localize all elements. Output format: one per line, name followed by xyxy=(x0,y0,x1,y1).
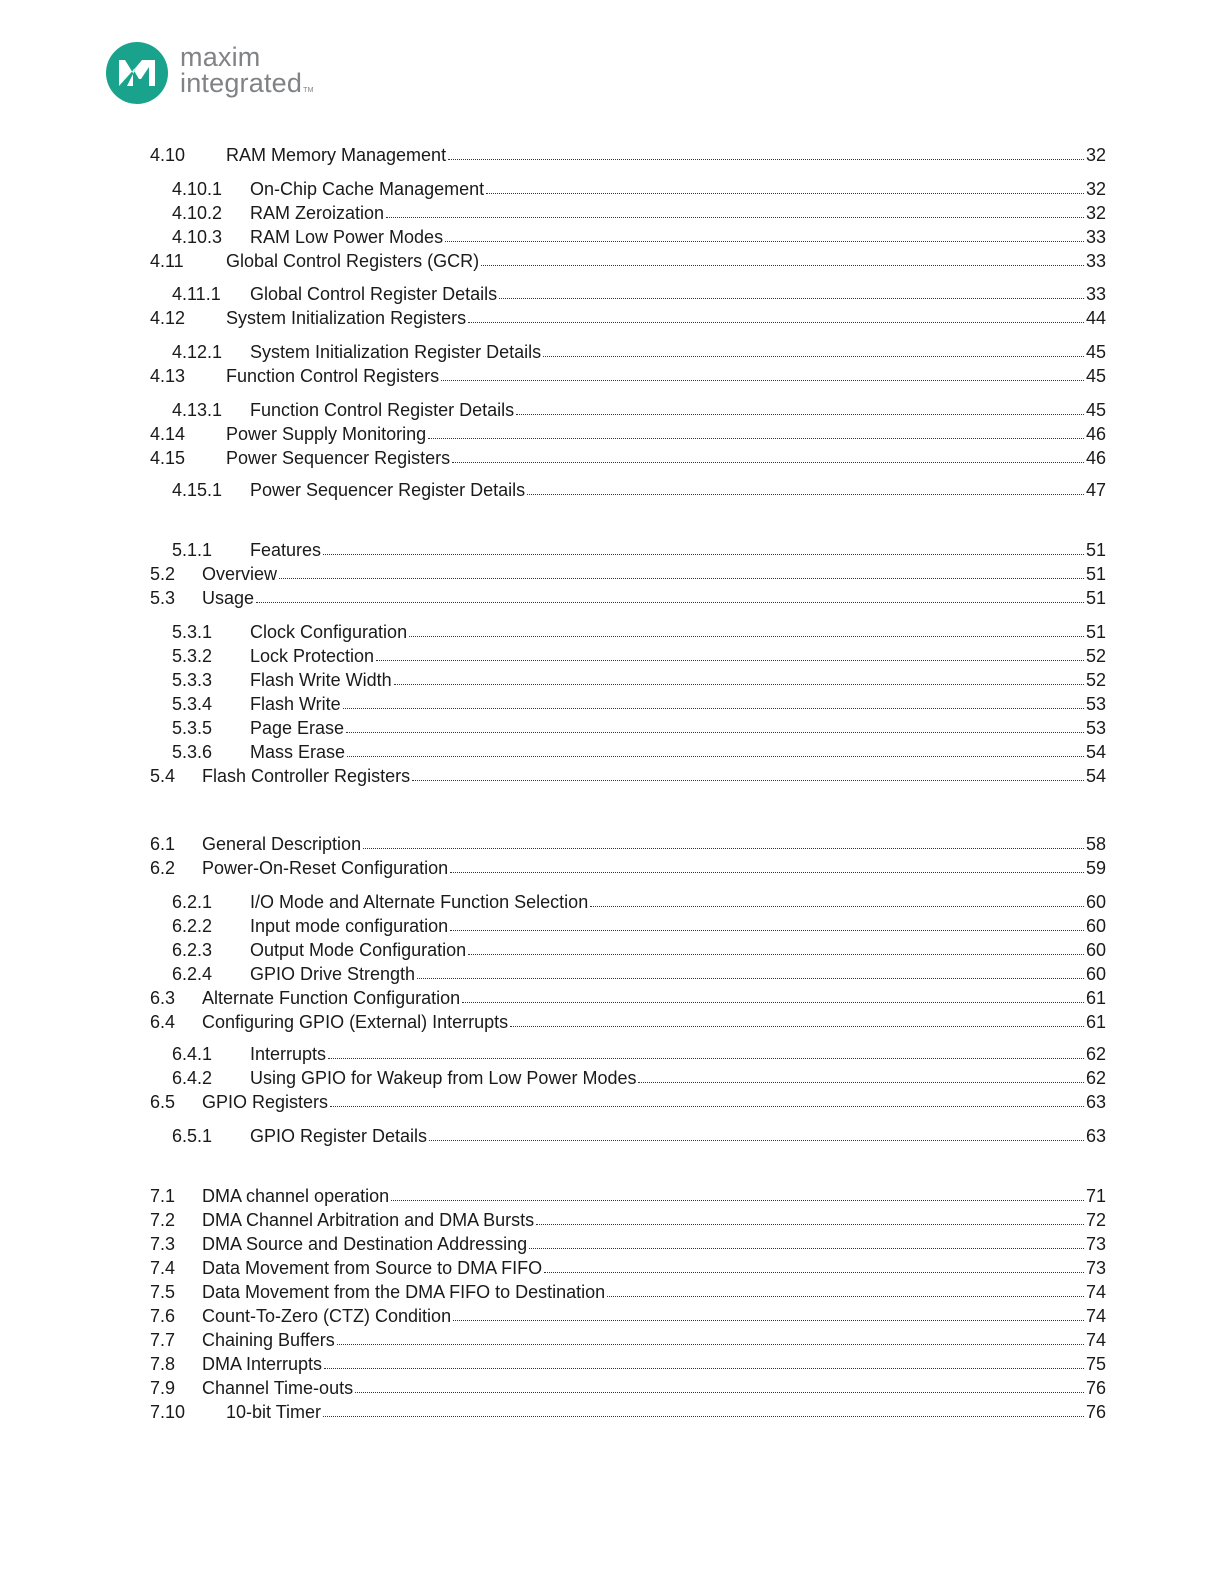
dot-leader xyxy=(499,297,1084,299)
dot-leader xyxy=(323,553,1084,555)
dot-leader xyxy=(536,1223,1084,1225)
toc-page-number: 52 xyxy=(1085,646,1106,666)
toc-section-title: RAM Low Power Modes xyxy=(250,227,444,247)
toc-page-number: 46 xyxy=(1085,424,1106,444)
toc-section-number: 4.10.3 xyxy=(172,227,223,247)
toc-section-number: 6.2 xyxy=(150,858,176,878)
toc-section-title: RAM Memory Management xyxy=(226,145,447,165)
toc-page-number: 72 xyxy=(1085,1210,1106,1230)
dot-leader xyxy=(638,1081,1083,1083)
toc-entry[interactable] xyxy=(172,398,1106,422)
toc-section-number: 7.7 xyxy=(150,1330,176,1350)
toc-entry[interactable] xyxy=(150,1304,1106,1328)
toc-section-title: Power-On-Reset Configuration xyxy=(202,858,449,878)
dot-leader xyxy=(453,1319,1084,1321)
toc-section-title: Chaining Buffers xyxy=(202,1330,335,1350)
toc-entry[interactable] xyxy=(172,177,1106,201)
toc-entry[interactable] xyxy=(172,225,1106,249)
toc-page-number: 45 xyxy=(1085,366,1106,386)
toc-section-number: 5.4 xyxy=(150,766,176,786)
dot-leader xyxy=(543,355,1084,357)
toc-section-title: Flash Write xyxy=(250,694,341,714)
toc-section-number: 7.3 xyxy=(150,1234,176,1254)
toc-entry[interactable] xyxy=(150,1376,1106,1400)
dot-leader xyxy=(486,192,1084,194)
toc-section-title: Count-To-Zero (CTZ) Condition xyxy=(202,1306,452,1326)
toc-page-number: 52 xyxy=(1085,670,1106,690)
toc-page-number: 32 xyxy=(1085,203,1106,223)
toc-page-number: 44 xyxy=(1085,308,1106,328)
toc-entry[interactable] xyxy=(172,1042,1106,1066)
toc-page-number: 76 xyxy=(1085,1378,1106,1398)
toc-section-number: 6.3 xyxy=(150,988,176,1008)
toc-entry[interactable] xyxy=(172,740,1106,764)
toc-section-title: Global Control Registers (GCR) xyxy=(226,251,480,271)
toc-page-number: 51 xyxy=(1085,588,1106,608)
toc-section-number: 5.3.1 xyxy=(172,622,213,642)
toc-section-number: 6.1 xyxy=(150,834,176,854)
dot-leader xyxy=(544,1271,1084,1273)
toc-entry[interactable] xyxy=(150,1280,1106,1304)
toc-section-title: Flash Write Width xyxy=(250,670,392,690)
toc-section-title: GPIO Drive Strength xyxy=(250,964,416,984)
toc-page-number: 63 xyxy=(1085,1092,1106,1112)
toc-section-title: Function Control Register Details xyxy=(250,400,515,420)
toc-page-number: 32 xyxy=(1085,179,1106,199)
dot-leader xyxy=(412,779,1084,781)
toc-section-title: General Description xyxy=(202,834,362,854)
toc-page-number: 62 xyxy=(1085,1068,1106,1088)
toc-section-title: I/O Mode and Alternate Function Selection xyxy=(250,892,589,912)
toc-section-title: On-Chip Cache Management xyxy=(250,179,485,199)
toc-entry[interactable] xyxy=(150,422,1106,446)
toc-page-number: 75 xyxy=(1085,1354,1106,1374)
toc-section-number: 4.14 xyxy=(150,424,186,444)
toc-entry[interactable] xyxy=(150,1256,1106,1280)
toc-page-number: 60 xyxy=(1085,964,1106,984)
toc-entry[interactable] xyxy=(150,364,1106,388)
toc-section-number: 4.12 xyxy=(150,308,186,328)
dot-leader xyxy=(279,577,1084,579)
dot-leader xyxy=(527,493,1084,495)
toc-section-title: DMA channel operation xyxy=(202,1186,390,1206)
toc-entry[interactable] xyxy=(150,586,1106,610)
toc-section-title: Overview xyxy=(202,564,278,584)
toc-section-number: 4.11.1 xyxy=(172,284,221,304)
toc-section-title: Flash Controller Registers xyxy=(202,766,411,786)
toc-section-number: 4.11 xyxy=(150,251,184,271)
dot-leader xyxy=(468,321,1084,323)
toc-page-number: 47 xyxy=(1085,480,1106,500)
toc-page-number: 54 xyxy=(1085,766,1106,786)
toc-section-title: RAM Zeroization xyxy=(250,203,385,223)
dot-leader xyxy=(386,216,1084,218)
dot-leader xyxy=(590,905,1084,907)
toc-section-title: Clock Configuration xyxy=(250,622,408,642)
dot-leader xyxy=(441,379,1084,381)
toc-section-title: Power Sequencer Registers xyxy=(226,448,451,468)
toc-page-number: 33 xyxy=(1085,284,1106,304)
toc-page-number: 33 xyxy=(1085,251,1106,271)
toc-page-number: 74 xyxy=(1085,1330,1106,1350)
toc-section-title: Power Sequencer Register Details xyxy=(250,480,526,500)
dot-leader xyxy=(448,158,1084,160)
toc-section-number: 5.3.5 xyxy=(172,718,213,738)
dot-leader xyxy=(363,847,1084,849)
toc-entry[interactable] xyxy=(150,856,1106,880)
toc-entry[interactable] xyxy=(172,938,1106,962)
toc-entry[interactable] xyxy=(172,716,1106,740)
toc-section-number: 6.4 xyxy=(150,1012,176,1032)
toc-section-title: DMA Source and Destination Addressing xyxy=(202,1234,528,1254)
toc-section-number: 4.15 xyxy=(150,448,186,468)
toc-section-title: Lock Protection xyxy=(250,646,375,666)
dot-leader xyxy=(409,635,1084,637)
toc-page-number: 51 xyxy=(1085,622,1106,642)
toc-page-number: 33 xyxy=(1085,227,1106,247)
toc-entry[interactable] xyxy=(150,986,1106,1010)
toc-section-number: 7.5 xyxy=(150,1282,176,1302)
dot-leader xyxy=(450,929,1084,931)
toc-section-title: System Initialization Register Details xyxy=(250,342,542,362)
toc-entry[interactable] xyxy=(172,1066,1106,1090)
dot-leader xyxy=(376,659,1084,661)
dot-leader xyxy=(462,1001,1084,1003)
toc-entry[interactable] xyxy=(150,562,1106,586)
toc-section-number: 6.5 xyxy=(150,1092,176,1112)
toc-page-number: 60 xyxy=(1085,892,1106,912)
toc-page-number: 51 xyxy=(1085,564,1106,584)
dot-leader xyxy=(452,461,1084,463)
dot-leader xyxy=(324,1367,1084,1369)
dot-leader xyxy=(417,977,1084,979)
toc-entry[interactable] xyxy=(150,1010,1106,1034)
toc-page-number: 46 xyxy=(1085,448,1106,468)
dot-leader xyxy=(529,1247,1084,1249)
toc-page-number: 76 xyxy=(1085,1402,1106,1422)
toc-entry[interactable] xyxy=(150,249,1106,273)
toc-section-title: Usage xyxy=(202,588,255,608)
toc-section-title: Channel Time-outs xyxy=(202,1378,354,1398)
toc-section-number: 5.3.2 xyxy=(172,646,213,666)
toc-entry[interactable] xyxy=(172,282,1106,306)
toc-entry[interactable] xyxy=(172,478,1106,502)
dot-leader xyxy=(323,1415,1084,1417)
toc-page-number: 73 xyxy=(1085,1258,1106,1278)
toc-entry[interactable] xyxy=(150,1090,1106,1114)
toc-section-title: Global Control Register Details xyxy=(250,284,498,304)
toc-section-number: 5.3.4 xyxy=(172,694,213,714)
toc-page-number: 53 xyxy=(1085,718,1106,738)
toc-section-number: 6.5.1 xyxy=(172,1126,213,1146)
toc-page-number: 45 xyxy=(1085,400,1106,420)
toc-entry[interactable] xyxy=(150,832,1106,856)
dot-leader xyxy=(445,240,1084,242)
dot-leader xyxy=(510,1025,1084,1027)
toc-entry[interactable] xyxy=(172,201,1106,225)
toc-page-number: 51 xyxy=(1085,540,1106,560)
toc-section-number: 7.2 xyxy=(150,1210,176,1230)
toc-page-number: 60 xyxy=(1085,940,1106,960)
toc-section-title: Page Erase xyxy=(250,718,345,738)
toc-section-number: 6.2.2 xyxy=(172,916,213,936)
toc-entry[interactable] xyxy=(150,306,1106,330)
dot-leader xyxy=(256,601,1084,603)
trademark-mark: TM xyxy=(303,87,314,94)
dot-leader xyxy=(343,707,1084,709)
toc-section-number: 7.1 xyxy=(150,1186,176,1206)
dot-leader xyxy=(328,1057,1084,1059)
toc-section-number: 5.1.1 xyxy=(172,540,213,560)
toc-page-number: 32 xyxy=(1085,145,1106,165)
toc-entry[interactable] xyxy=(150,143,1106,167)
dot-leader xyxy=(346,731,1084,733)
toc-page-number: 60 xyxy=(1085,916,1106,936)
toc-section-number: 5.3 xyxy=(150,588,176,608)
toc-entry[interactable] xyxy=(150,1400,1106,1424)
toc-section-title: Power Supply Monitoring xyxy=(226,424,427,444)
toc-page-number: 59 xyxy=(1085,858,1106,878)
toc-entry[interactable] xyxy=(150,1232,1106,1256)
toc-section-title: GPIO Registers xyxy=(202,1092,329,1112)
toc-entry[interactable] xyxy=(172,890,1106,914)
toc-section-number: 7.9 xyxy=(150,1378,176,1398)
toc-page-number: 54 xyxy=(1085,742,1106,762)
toc-entry[interactable] xyxy=(150,446,1106,470)
toc-section-title: DMA Channel Arbitration and DMA Bursts xyxy=(202,1210,535,1230)
dot-leader xyxy=(330,1105,1084,1107)
toc-page-number: 74 xyxy=(1085,1306,1106,1326)
dot-leader xyxy=(481,264,1084,266)
logo-line-1: maxim xyxy=(180,42,261,72)
toc-page-number: 63 xyxy=(1085,1126,1106,1146)
toc-section-title: GPIO Register Details xyxy=(250,1126,428,1146)
toc-section-number: 5.3.6 xyxy=(172,742,213,762)
toc-section-title: Using GPIO for Wakeup from Low Power Modes xyxy=(250,1068,637,1088)
toc-section-number: 4.13.1 xyxy=(172,400,223,420)
toc-page-number: 74 xyxy=(1085,1282,1106,1302)
toc-section-title: Data Movement from the DMA FIFO to Destination xyxy=(202,1282,606,1302)
toc-entry[interactable] xyxy=(172,692,1106,716)
toc-page-number: 73 xyxy=(1085,1234,1106,1254)
toc-section-number: 4.10.1 xyxy=(172,179,223,199)
toc-section-number: 6.4.1 xyxy=(172,1044,213,1064)
toc-entry[interactable] xyxy=(172,644,1106,668)
toc-section-number: 7.10 xyxy=(150,1402,186,1422)
toc-section-title: Configuring GPIO (External) Interrupts xyxy=(202,1012,509,1032)
toc-entry[interactable] xyxy=(172,962,1106,986)
toc-section-title: System Initialization Registers xyxy=(226,308,467,328)
toc-section-title: Features xyxy=(250,540,322,560)
toc-section-title: DMA Interrupts xyxy=(202,1354,323,1374)
toc-page-number: 58 xyxy=(1085,834,1106,854)
toc-section-number: 7.4 xyxy=(150,1258,176,1278)
toc-page-number: 61 xyxy=(1085,988,1106,1008)
logo-line-2: integrated xyxy=(180,68,303,98)
dot-leader xyxy=(355,1391,1084,1393)
toc-page-number: 61 xyxy=(1085,1012,1106,1032)
toc-entry[interactable] xyxy=(150,764,1106,788)
toc-section-number: 4.12.1 xyxy=(172,342,223,362)
dot-leader xyxy=(468,953,1084,955)
dot-leader xyxy=(450,871,1084,873)
toc-section-number: 6.2.3 xyxy=(172,940,213,960)
toc-page-number: 53 xyxy=(1085,694,1106,714)
toc-section-title: Data Movement from Source to DMA FIFO xyxy=(202,1258,543,1278)
toc-section-number: 6.4.2 xyxy=(172,1068,213,1088)
dot-leader xyxy=(337,1343,1084,1345)
toc-section-number: 4.10.2 xyxy=(172,203,223,223)
toc-entry[interactable] xyxy=(172,668,1106,692)
toc-section-title: Interrupts xyxy=(250,1044,327,1064)
toc-section-title: Mass Erase xyxy=(250,742,346,762)
toc-entry[interactable] xyxy=(150,1184,1106,1208)
toc-section-number: 7.6 xyxy=(150,1306,176,1326)
toc-entry[interactable] xyxy=(172,1124,1106,1148)
toc-section-title: Input mode configuration xyxy=(250,916,449,936)
toc-entry[interactable] xyxy=(172,620,1106,644)
toc-entry[interactable] xyxy=(172,914,1106,938)
toc-section-number: 5.2 xyxy=(150,564,176,584)
toc-section-title: 10-bit Timer xyxy=(226,1402,322,1422)
toc-section-title: Alternate Function Configuration xyxy=(202,988,461,1008)
dot-leader xyxy=(347,755,1084,757)
toc-page-number: 71 xyxy=(1085,1186,1106,1206)
toc-section-title: Output Mode Configuration xyxy=(250,940,467,960)
dot-leader xyxy=(428,437,1084,439)
toc-page-number: 62 xyxy=(1085,1044,1106,1064)
dot-leader xyxy=(394,683,1084,685)
dot-leader xyxy=(391,1199,1084,1201)
toc-entry[interactable] xyxy=(172,538,1106,562)
toc-page-number: 45 xyxy=(1085,342,1106,362)
toc-section-number: 5.3.3 xyxy=(172,670,213,690)
toc-section-number: 4.10 xyxy=(150,145,186,165)
dot-leader xyxy=(607,1295,1084,1297)
dot-leader xyxy=(516,413,1084,415)
toc-section-title: Function Control Registers xyxy=(226,366,440,386)
toc-entry[interactable] xyxy=(150,1208,1106,1232)
toc-entry[interactable] xyxy=(172,340,1106,364)
toc-entry[interactable] xyxy=(150,1328,1106,1352)
dot-leader xyxy=(429,1139,1084,1141)
toc-section-number: 6.2.4 xyxy=(172,964,213,984)
toc-section-number: 7.8 xyxy=(150,1354,176,1374)
toc-section-number: 6.2.1 xyxy=(172,892,213,912)
toc-entry[interactable] xyxy=(150,1352,1106,1376)
toc-section-number: 4.15.1 xyxy=(172,480,223,500)
toc-section-number: 4.13 xyxy=(150,366,186,386)
